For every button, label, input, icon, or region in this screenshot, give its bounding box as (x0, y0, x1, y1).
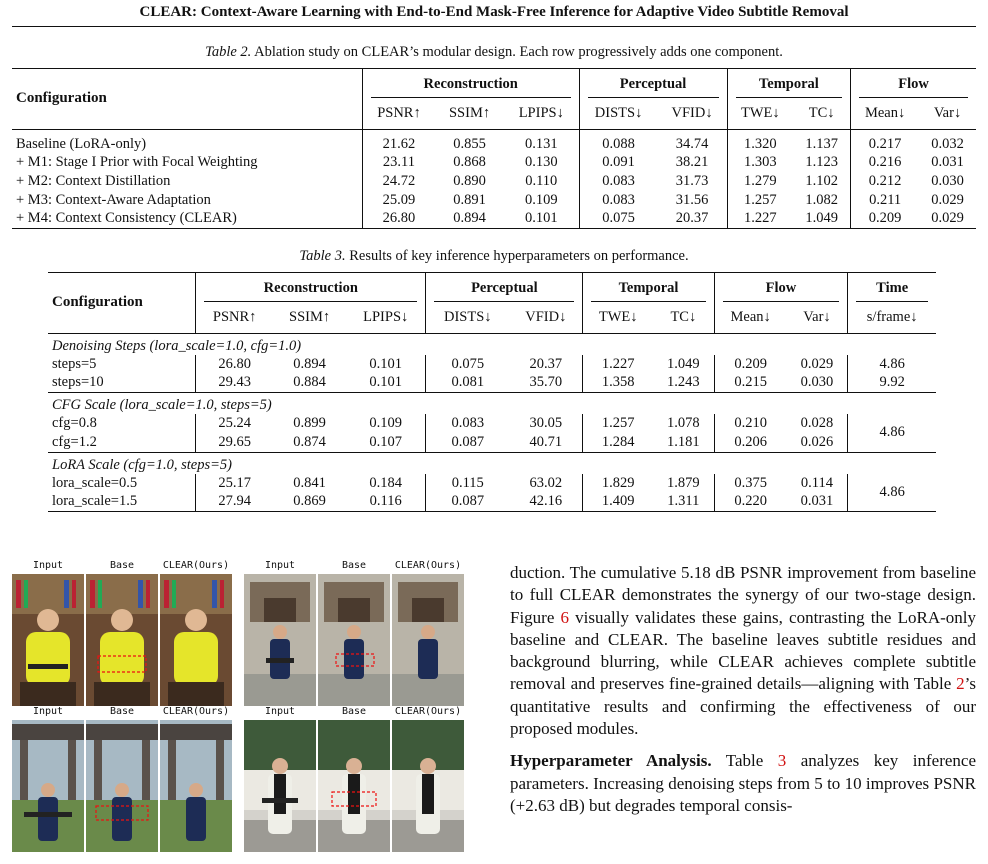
table-cell: 0.841 (293, 474, 326, 491)
table3-group-flow: Flow (714, 273, 848, 304)
table-cell: 1.257 (727, 191, 793, 210)
table-row (48, 433, 936, 452)
table-cell: 27.94 (196, 493, 273, 512)
table-cell: 0.206 (714, 433, 787, 452)
row-label: lora_scale=1.5 (52, 493, 138, 510)
table-cell: 0.211 (851, 191, 919, 210)
table-cell: 0.215 (714, 374, 787, 393)
table-cell: 1.227 (727, 210, 793, 229)
table-cell: 0.031 (931, 153, 964, 170)
table-cell: 1.078 (667, 415, 700, 431)
time-cell: 4.86 (848, 355, 936, 374)
table-cell: 0.101 (524, 210, 558, 227)
table2-metric-header: TC↓ (808, 105, 835, 122)
table3-section-title: Denoising Steps (lora_scale=1.0, cfg=1.0) (52, 337, 302, 354)
table-cell: 63.02 (529, 474, 563, 491)
table2-metric-header: SSIM↑ (448, 105, 491, 122)
table-cell: 0.891 (453, 191, 486, 208)
table3-metric-header: s/frame↓ (848, 303, 936, 333)
table-cell: 1.123 (805, 153, 838, 170)
table-cell: 34.74 (675, 135, 709, 152)
table-ref-link[interactable]: 2 (956, 674, 965, 694)
table-cell: 0.212 (851, 172, 919, 191)
paragraph-2 (510, 750, 976, 817)
para1-text-c: ’s quantitative results and confirming the effectiveness of our proposed modules. (510, 674, 976, 739)
table-cell: 1.311 (667, 493, 700, 510)
table-cell: 1.137 (805, 135, 838, 152)
table-row (12, 172, 976, 191)
header-rule (12, 26, 976, 27)
table-row (48, 414, 936, 433)
table-cell: 0.030 (800, 374, 834, 391)
paper-running-title: CLEAR: Context-Aware Learning with End-to-End Mask-Free Inference for Adaptive Video Subtitle Removal (139, 4, 849, 20)
label-clear: CLEAR(Ours) (162, 706, 230, 717)
table2-metric-header: DISTS↓ (579, 99, 658, 129)
table-cell: 1.358 (583, 374, 653, 393)
table-cell: 40.71 (529, 433, 563, 450)
label-clear: CLEAR(Ours) (162, 560, 230, 571)
table3-group-reconstruction: Reconstruction (196, 273, 426, 304)
table-cell: 1.243 (667, 374, 700, 391)
table-cell: 0.028 (800, 415, 834, 431)
table-cell: 0.109 (524, 191, 558, 208)
table-cell: 38.21 (675, 153, 709, 170)
table-row (48, 355, 936, 374)
para1-text-b: visually validates these gains, contrasting the LoRA-only baseline and CLEAR. The baseline leaves subtitle residues and background blurring, while CLEAR achieves complete subtitle removal and preserves fine-grained details—aligning with Table (510, 607, 976, 694)
table-cell: 0.114 (800, 474, 834, 491)
table2-caption (12, 44, 976, 61)
table-cell: 42.16 (529, 493, 563, 510)
label-base: Base (109, 560, 135, 571)
table2-metric-header: Var↓ (933, 105, 962, 122)
table2-metric-header: PSNR↑ (362, 99, 435, 129)
table2-group-reconstruction: Reconstruction (362, 69, 579, 100)
table2-group-flow: Flow (851, 69, 976, 100)
table2-group-perceptual: Perceptual (579, 69, 727, 100)
row-label: + M4: Context Consistency (CLEAR) (16, 210, 237, 227)
label-clear: CLEAR(Ours) (394, 706, 462, 717)
table-cell: 0.130 (524, 153, 558, 170)
table-cell: 0.032 (931, 135, 964, 152)
table-cell: 20.37 (675, 210, 709, 227)
table-cell: 0.088 (579, 129, 658, 153)
table-row (48, 374, 936, 393)
table2-metric-header: VFID↓ (671, 105, 713, 122)
table-cell: 23.11 (362, 153, 435, 172)
body-text-column (510, 562, 976, 827)
table-cell: 0.029 (800, 355, 834, 372)
table-cell: 1.181 (667, 433, 700, 450)
table-row (48, 493, 936, 512)
table-row (12, 210, 976, 229)
table-cell: 0.209 (714, 355, 787, 374)
table-cell: 0.115 (426, 474, 509, 493)
table-cell: 1.082 (805, 191, 838, 208)
table-cell: 1.049 (667, 355, 700, 372)
row-label: cfg=0.8 (52, 415, 97, 431)
table-cell: 0.031 (800, 493, 834, 510)
table-cell: 0.131 (524, 135, 558, 152)
table3-caption (12, 248, 976, 265)
table-row (12, 129, 976, 153)
table-cell: 0.220 (714, 493, 787, 512)
table-cell: 26.80 (196, 355, 273, 374)
time-cell: 9.92 (848, 374, 936, 393)
table2-metric-header: LPIPS↓ (518, 105, 564, 122)
frame-input (12, 574, 84, 706)
table3-metric-header: Var↓ (803, 309, 831, 326)
table-cell: 0.029 (931, 191, 964, 208)
para2-text-b: analyzes key inference parameters. Increasing denoising steps from 5 to 10 improves PSNR (+2.63 dB) but degrades temporal consis- (510, 751, 976, 815)
table-cell: 1.102 (805, 172, 838, 189)
table-cell: 0.217 (851, 129, 919, 153)
row-label: + M2: Context Distillation (16, 172, 171, 189)
table-row (48, 474, 936, 493)
table-cell: 20.37 (529, 355, 563, 372)
table3-metric-header: VFID↓ (525, 309, 567, 326)
table-cell: 0.884 (293, 374, 326, 391)
table-cell: 0.075 (426, 355, 509, 374)
table2-metric-header: Mean↓ (851, 99, 919, 129)
table-cell: 0.101 (369, 374, 403, 391)
table3-group-temporal: Temporal (583, 273, 714, 304)
table3-metric-header: TWE↓ (583, 303, 653, 333)
table-row (12, 191, 976, 210)
table-cell: 0.894 (453, 210, 486, 227)
label-input: Input (264, 706, 296, 717)
table-cell: 0.083 (579, 172, 658, 191)
table-cell: 0.083 (579, 191, 658, 210)
row-label: steps=5 (52, 355, 97, 372)
table-cell: 25.17 (196, 474, 273, 493)
table-cell: 26.80 (362, 210, 435, 229)
table3-group-perceptual: Perceptual (426, 273, 583, 304)
table-cell: 0.026 (800, 433, 834, 450)
table-cell: 1.409 (583, 493, 653, 512)
label-input: Input (32, 706, 64, 717)
paragraph-heading: Hyperparameter Analysis. (510, 751, 712, 771)
table-cell: 24.72 (362, 172, 435, 191)
table-cell: 0.868 (453, 153, 486, 170)
table-cell: 1.879 (667, 474, 700, 491)
label-base: Base (341, 560, 367, 571)
table-cell: 0.890 (453, 172, 486, 189)
label-input: Input (32, 560, 64, 571)
table-cell: 0.116 (369, 493, 402, 510)
table-cell: 31.56 (675, 191, 709, 208)
table3-metric-header: DISTS↓ (426, 303, 509, 333)
table-cell: 30.05 (529, 415, 563, 431)
table-cell: 0.081 (426, 374, 509, 393)
frame-base (86, 574, 158, 706)
table3-section-title: CFG Scale (lora_scale=1.0, steps=5) (52, 397, 272, 413)
table-cell: 0.894 (293, 355, 326, 372)
frame-clear (392, 720, 464, 852)
label-base: Base (109, 706, 135, 717)
table-ref-link[interactable]: 3 (777, 751, 787, 771)
table-cell: 0.087 (426, 433, 509, 452)
table-cell: 1.303 (727, 153, 793, 172)
row-label: + M3: Context-Aware Adaptation (16, 191, 211, 208)
frame-base (86, 720, 158, 852)
table-cell: 0.210 (714, 414, 787, 433)
table-cell: 35.70 (529, 374, 563, 391)
qualitative-figure (12, 560, 476, 856)
paragraph-1 (510, 562, 976, 740)
para2-text-a: Table (711, 751, 778, 771)
table-cell: 1.829 (583, 474, 653, 493)
time-cell: 4.86 (848, 414, 936, 452)
frame-input (244, 574, 316, 706)
table-cell: 0.083 (426, 414, 509, 433)
table-cell: 29.65 (196, 433, 273, 452)
frame-base (318, 574, 390, 706)
time-cell: 4.86 (848, 474, 936, 512)
table-cell: 21.62 (362, 129, 435, 153)
table-cell: 0.109 (369, 415, 403, 431)
frame-input (12, 720, 84, 852)
table-cell: 0.375 (714, 474, 787, 493)
label-clear: CLEAR(Ours) (394, 560, 462, 571)
table-cell: 1.320 (727, 129, 793, 153)
table-cell: 0.874 (293, 433, 326, 450)
table3 (48, 272, 936, 512)
table-cell: 0.216 (851, 153, 919, 172)
label-input: Input (264, 560, 296, 571)
table2 (12, 68, 976, 229)
table3-metric-header: PSNR↑ (196, 303, 273, 333)
frame-clear (392, 574, 464, 706)
table3-metric-header: TC↓ (670, 309, 697, 326)
frame-input (244, 720, 316, 852)
table-cell: 25.24 (196, 414, 273, 433)
row-label: lora_scale=0.5 (52, 474, 138, 491)
table-cell: 0.091 (579, 153, 658, 172)
label-base: Base (341, 706, 367, 717)
table2-caption-label: Table 2. (205, 44, 252, 60)
table-cell: 1.284 (583, 433, 653, 452)
table3-group-time: Time (848, 273, 936, 304)
table-cell: 0.030 (931, 172, 964, 189)
table-cell: 0.869 (293, 493, 326, 510)
table-cell: 25.09 (362, 191, 435, 210)
table-cell: 0.087 (426, 493, 509, 512)
table-cell: 1.279 (727, 172, 793, 191)
table-cell: 0.209 (851, 210, 919, 229)
table-cell: 0.029 (931, 210, 964, 227)
row-label: steps=10 (52, 374, 104, 391)
table-cell: 31.73 (675, 172, 709, 189)
table-row (12, 153, 976, 172)
table3-caption-label: Table 3. (299, 248, 346, 264)
table3-metric-header: LPIPS↓ (363, 309, 409, 326)
para1-text-a: duction. The cumulative 5.18 dB PSNR improvement from baseline to full CLEAR demonstrates the synergy of our two-stage design. Figure (510, 563, 976, 627)
table-cell: 0.184 (369, 474, 403, 491)
table-cell: 1.049 (805, 210, 838, 227)
frame-base (318, 720, 390, 852)
table-cell: 0.107 (369, 433, 403, 450)
table-cell: 29.43 (196, 374, 273, 393)
table2-metric-header: TWE↓ (727, 99, 793, 129)
table3-config-header: Configuration (52, 294, 143, 311)
table-cell: 0.899 (293, 415, 326, 431)
table-cell: 0.075 (579, 210, 658, 229)
frame-clear (160, 720, 232, 852)
row-label: cfg=1.2 (52, 433, 97, 450)
table-cell: 0.101 (369, 355, 403, 372)
table-cell: 1.257 (583, 414, 653, 433)
row-label: + M1: Stage I Prior with Focal Weighting (16, 153, 258, 170)
table-cell: 1.227 (583, 355, 653, 374)
table3-caption-text: Results of key inference hyperparameters on performance. (345, 248, 689, 264)
figure-ref-link[interactable]: 6 (560, 607, 570, 627)
table3-section-title: LoRA Scale (cfg=1.0, steps=5) (52, 456, 232, 473)
table3-metric-header: SSIM↑ (289, 309, 331, 326)
table3-metric-header: Mean↓ (714, 303, 787, 333)
table2-caption-text: Ablation study on CLEAR’s modular design. Each row progressively adds one component. (251, 44, 783, 60)
table-cell: 0.855 (453, 135, 486, 152)
row-label: Baseline (LoRA-only) (16, 135, 147, 152)
table-cell: 0.110 (525, 172, 558, 189)
frame-clear (160, 574, 232, 706)
table2-config-header: Configuration (16, 90, 107, 107)
table2-group-temporal: Temporal (727, 69, 851, 100)
